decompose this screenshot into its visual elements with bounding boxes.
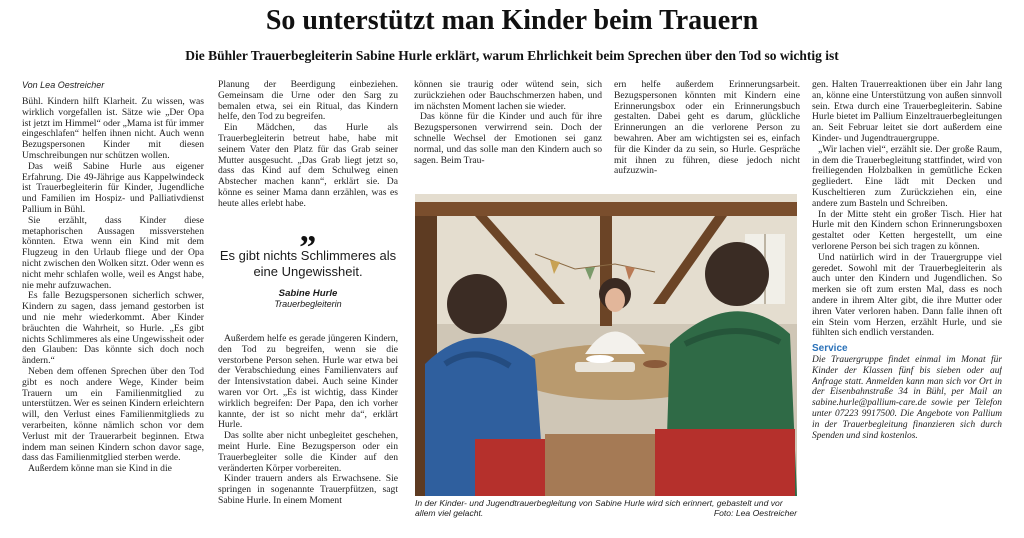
paragraph: gen. Halten Trauerreaktionen über ein Jahr lang an, könne eine Unterstützung von außen sinnvoll sein. Etwa durch eine Trauerbegleiterin. Sabine Hurle bietet im Pallium Einzeltrauerbegleitungen an. Seit Februar leitet sie dort außerdem eine Kinder- und Jugendtrauergruppe. <box>812 80 1002 144</box>
paragraph: In der Mitte steht ein großer Tisch. Hier hat Hurle mit den Kindern schon Erinnerungsboxen gestaltet oder Ketten hergestellt, um eine verlorene Person bei sich tragen zu können. <box>812 208 1002 252</box>
paragraph: „Wir lachen viel“, erzählt sie. Der große Raum, in dem die Trauerbegleitung stattfindet, wird von freiliegenden Holzbalken in gemütliche Ecken gegliedert. Eine lädt mit Decken und Kuscheltieren zum Zurückziehen ein, eine andere zum Basteln und Schreiben. <box>812 143 1002 209</box>
article-column-1 <box>22 80 204 538</box>
quote-author-role: Trauerbegleiterin <box>274 299 342 309</box>
article-photo <box>415 194 797 496</box>
byline: Von Lea Oestreicher <box>22 80 105 90</box>
paragraph: Planung der Beerdigung einbeziehen. Gemeinsam die Urne oder den Sarg zu bemalen etwa, sei ein Ritual, das Kindern helfe, den Tod zu begreifen. <box>218 80 398 123</box>
paragraph: können sie traurig oder wütend sein, sich zurückziehen oder Bauchschmerzen haben, und im nächsten Moment lachen sie wieder. <box>414 80 602 112</box>
service-title: Service <box>812 343 848 355</box>
pull-quote <box>218 212 398 330</box>
paragraph: Ein Mädchen, das Hurle als Trauerbegleiterin betreut habe, habe mit seinem Vater den Platz für das Grab seiner Mutter ausgesucht. „Das Grab liegt jetzt so, dass das Kind auf dem Schulweg einen Abstecher machen kann“, erklärt sie. Da könne es seiner Mama dann erzählen, was es heute alles erlebt habe. <box>218 122 398 209</box>
paragraph: Bühl. Kindern hilft Klarheit. Zu wissen, was wirklich vorgefallen ist. Sätze wie „Der Opa ist jetzt im Himmel“ oder „Mama ist für immer eingeschlafen“ helfen ihnen nicht. Auch wenn Bezugspersonen Kinder mit diesen Umschreibungen nur schützen wollen. <box>22 96 204 161</box>
paragraph: Und natürlich wird in der Trauergruppe viel geredet. Sowohl mit der Trauerbegleiterin als auch unter den Kindern und Jugendlichen. So merken sie oft zum ersten Mal, dass es noch andere in ihrem Alter gibt, die ihre Mutter oder ihren Vater verloren haben. Dann falle ihnen oft ein Stein vom Herzen, erzählt Hurle, und sie fühlten sich endlich verstanden. <box>812 251 1002 339</box>
subheadline: Die Bühler Trauerbegleiterin Sabine Hurle erklärt, warum Ehrlichkeit beim Sprechen über den Tod so wichtig ist <box>185 48 839 63</box>
photo-caption <box>415 498 797 519</box>
photo-credit: Foto: Lea Oestreicher <box>713 508 797 519</box>
paragraph: ern helfe außerdem Erinnerungsarbeit. Bezugspersonen könnten mit Kindern eine Erinnerungsbox oder ein Erinnerungsbuch gestalten. Dabei geht es darum, glückliche Erinnerungen an die verlorene Person zu bewahren. Aber am wichtigsten sei es, einfach für die Kinder da zu sein, so Hurle. Gespräche mit ihnen zu führen, diese jedoch nicht aufzuzwin- <box>614 80 800 177</box>
quote-author: Sabine Hurle <box>278 288 338 299</box>
paragraph: Es falle Bezugspersonen sicherlich schwer, Kindern zu sagen, dass jemand gestorben ist und nie mehr wiederkommt. Aber Kinder bräuchten die Wahrheit, so Hurle. „Es gibt nichts Schlimmeres als eine Ungewissheit oder den Glauben: Das könnte sich doch noch ändern.“ <box>22 290 204 367</box>
article-column-3 <box>414 80 602 188</box>
paragraph: Außerdem helfe es gerade jüngeren Kindern, den Tod zu begreifen, wenn sie die verstorbene Person sehen. Hurle war etwa bei der Verabschiedung eines Familienvaters auf der Intensivstation dabei. Auch seine Kinder waren vor Ort. „Es ist wichtig, dass Kinder wirklich begreifen: Der Papa, den ich vorher kannte, der ist so nicht mehr da“, erklärt Hurle. <box>218 334 398 431</box>
article-column-2-top <box>218 80 398 216</box>
paragraph: Außerdem könne man sie Kind in die <box>28 463 172 475</box>
article-column-2-bottom <box>218 334 398 538</box>
article-column-4 <box>614 80 800 188</box>
paragraph: Das sollte aber nicht unbegleitet geschehen, meint Hurle. Eine Bezugsperson oder ein Trauerbegleiter solle die Kinder auf den veränderten Körper vorbereiten. <box>218 430 398 474</box>
quote-text: Es gibt nichts Schlimmeres als eine Ungewissheit. <box>219 248 397 279</box>
paragraph: Das weiß Sabine Hurle aus eigener Erfahrung. Die 49-Jährige aus Kappelwindeck ist Trauerbegleiterin für Kinder, Jugendliche und Familien im Hospiz- und Palliativdienst Pallium in Bühl. <box>22 160 204 215</box>
paragraph: Sie erzählt, dass Kinder diese metaphorischen Aussagen missverstehen könnten. Etwa wenn ein Kind mit dem Flugzeug in den Urlaub fliege und der Opa nicht zwischen den Wolken sitzt. Oder wenn es nicht mehr schlafen wolle, weil es Angst habe, nie mehr aufzuwachen. <box>22 214 204 291</box>
paragraph: Kinder trauern anders als Erwachsene. Sie springen in sogenannte Trauerpfützen, sagt Sabine Hurle. In einem Moment <box>218 473 398 506</box>
headline: So unterstützt man Kinder beim Trauern <box>265 5 759 36</box>
article-column-5 <box>812 80 1002 538</box>
paragraph: Das könne für die Kinder und auch für ihre Bezugspersonen verwirrend sein. Doch der schnelle Wechsel der Emotionen sei ganz normal, und das solle man den Kindern auch so sagen. Beim Trau- <box>414 111 602 166</box>
caption-text: In der Kinder- und Jugendtrauerbegleitung von Sabine Hurle wird sich erinnert, gebastelt und vor allem viel gelacht. <box>415 498 783 519</box>
paragraph: Neben dem offenen Sprechen über den Tod gibt es noch andere Wege, Kinder beim Trauern um ein Familienmitglied zu unterstützen. Wer es seinen Kindern erleichtern will, den Verlust eines Familienmitglieds zu verarbeiten, könne nämlich schon vor dem Verlust mit der Trauerarbeit beginnen. Etwa indem man seinen Kindern schon davor sage, dass das Familienmitglied sterben werde. <box>22 365 204 464</box>
quote-mark-icon: „ <box>299 212 317 249</box>
service-text: Die Trauergruppe findet einmal im Monat für Kinder der Klassen fünf bis sieben oder auf Anfrage statt. Anmelden kann man sich vor Ort in der Eisenbahnstraße 34 in Bühl, per Mail an sabine.hurle@pallium-care.de sowie per Telefon unter 07223 9917500. Die Angebote von Pallium in der Trauerbegleitung finanzieren sich durch Spenden und sind kostenlos. <box>812 354 1002 441</box>
